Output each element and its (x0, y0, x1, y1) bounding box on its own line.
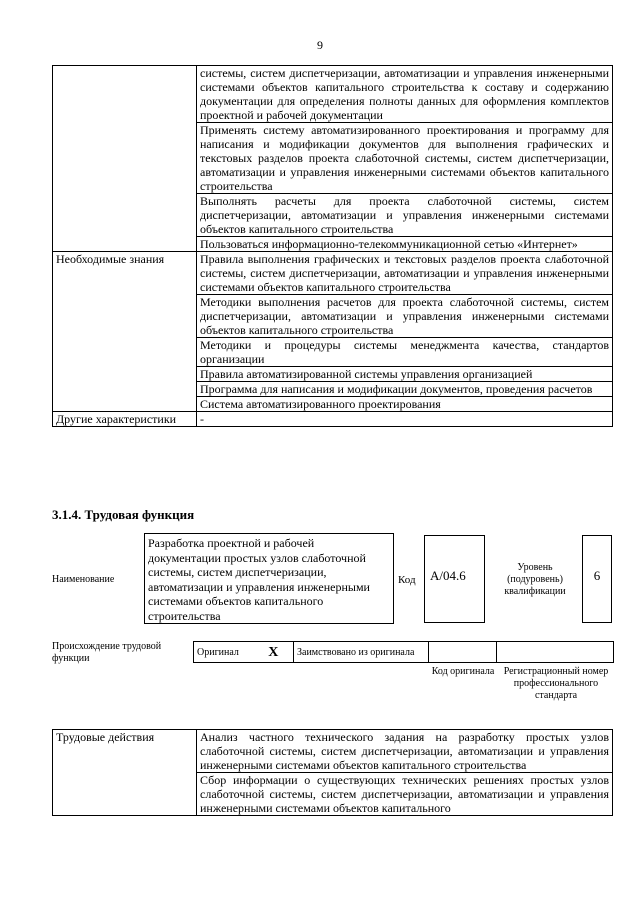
section-heading: 3.1.4. Трудовая функция (52, 507, 195, 522)
skill-item: Пользоваться информационно-телекоммуникационной сетью «Интернет» (197, 237, 613, 252)
work-actions-table (52, 729, 613, 816)
skill-item: системы, систем диспетчеризации, автоматизации и управления инженерными системами объектов капитального строительства к составу и содержанию документации для определения полноты данных для оформления комплектов проектной и рабочей документации (197, 66, 613, 123)
registration-number-cell (497, 642, 614, 663)
borrowed-label: Заимствовано из оригинала (294, 642, 429, 663)
skills-label-cell (53, 66, 197, 252)
original-label: Оригинал (194, 642, 254, 663)
skill-item: Применять систему автоматизированного проектирования и программу для написания и модификации документов для выполнения графических и текстовых разделов проекта слаботочной системы, систем диспетчеризации, автоматизации и управления инженерными системами объектов капитального строительства (197, 123, 613, 194)
other-characteristics-label: Другие характеристики (53, 412, 197, 427)
name-label: Наименование (52, 574, 115, 585)
knowledge-item: Правила выполнения графических и текстовых разделов проекта слаботочной системы, систем диспетчеризации, автоматизации и управления инженерными системами объектов капитального строительства (197, 252, 613, 295)
page-number: 9 (317, 38, 323, 52)
registration-caption: Регистрационный номер профессионального стандарта (503, 666, 609, 701)
knowledge-item: Правила автоматизированной системы управления организацией (197, 367, 613, 382)
origin-label: Происхождение трудовой функции (52, 641, 162, 664)
original-mark: X (254, 642, 294, 663)
requirements-table (52, 65, 613, 427)
knowledge-item: Система автоматизированного проектирования (197, 397, 613, 412)
work-actions-label: Трудовые действия (53, 730, 197, 816)
level-value-box: 6 (582, 535, 612, 623)
other-characteristics-value: - (197, 412, 613, 427)
knowledge-item: Методики и процедуры системы менеджмента качества, стандартов организации (197, 338, 613, 367)
function-code-box: A/04.6 (424, 535, 485, 623)
work-action-item: Сбор информации о существующих технических решениях простых узлов слаботочной системы, систем диспетчеризации, автоматизации и управления инженерными системами объектов капитального (197, 773, 613, 816)
level-label: Уровень (подуровень) квалификации (504, 562, 566, 597)
knowledge-label: Необходимые знания (53, 252, 197, 412)
code-original-caption: Код оригинала (431, 666, 495, 677)
knowledge-item: Программа для написания и модификации документов, проведения расчетов (197, 382, 613, 397)
original-code-cell (429, 642, 497, 663)
code-label: Код (398, 574, 416, 586)
origin-table (193, 641, 614, 663)
work-action-item: Анализ частного технического задания на разработку простых узлов слаботочной системы, систем диспетчеризации, автоматизации и управления инженерными системами объектов капитального строительства (197, 730, 613, 773)
knowledge-item: Методики выполнения расчетов для проекта слаботочной системы, систем диспетчеризации, автоматизации и управления инженерными системами объектов капитального строительства (197, 295, 613, 338)
function-name-box: Разработка проектной и рабочей документации простых узлов слаботочной системы, систем диспетчеризации, автоматизации и управления инженерными системами объектов капитального строительства (144, 533, 394, 624)
skill-item: Выполнять расчеты для проекта слаботочной системы, систем диспетчеризации, автоматизации и управления инженерными системами объектов капитального строительства (197, 194, 613, 237)
